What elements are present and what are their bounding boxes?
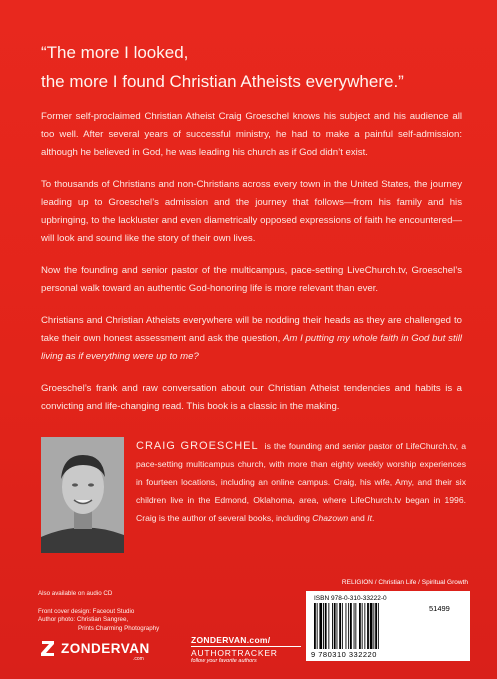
- author-tracker-logo: [191, 635, 301, 665]
- author-photo-credit: Author photo: Christian Sangree,: [38, 616, 129, 623]
- isbn-label: ISBN 978-0-310-33222-0: [314, 595, 387, 602]
- tracker-rule: [191, 646, 301, 647]
- zondervan-flame-icon: [38, 638, 58, 658]
- shelving-category: RELIGION / Christian Life / Spiritual Growth: [341, 579, 468, 586]
- author-bio-end: .: [372, 513, 375, 523]
- zondervan-logo-word: ZONDERVAN: [61, 641, 150, 656]
- blurb-paragraph-2: To thousands of Christians and non-Christians across every town in the United States, the journey leading up to Groeschel’s admission and the journey that follows—from his family and his upbringing, to the lackluster and even diametrically opposed expressions of faith he encountered—will look and sound like the story of their own lives.: [41, 179, 462, 244]
- pull-quote-line-1: “The more I looked,: [41, 43, 189, 62]
- tracker-tagline: follow your favorite authors: [191, 658, 257, 664]
- zondervan-logo-com: .com: [133, 656, 144, 662]
- blurb-paragraph-5: Groeschel’s frank and raw conversation about our Christian Atheist tendencies and habits is a convicting and life-changing read. This book is a classic in the making.: [41, 383, 462, 412]
- credits: [38, 590, 218, 633]
- tracker-site: ZONDERVAN.com/: [191, 635, 271, 645]
- blurb-paragraph-4-text: Christians and Christian Atheists everywhere will be nodding their heads as they are challenged to take their own honest assessment and ask the question,: [41, 315, 462, 344]
- blurb: [41, 108, 462, 430]
- key-question: Am I putting my whole faith in God but still living as if everything were up to me?: [41, 333, 462, 362]
- author-bio-and: and: [348, 513, 368, 523]
- price-code: 51499: [429, 604, 450, 613]
- author-name: CRAIG GROESCHEL: [136, 440, 259, 452]
- zondervan-logo: [38, 635, 178, 661]
- author-photo: [41, 437, 124, 553]
- author-bio: [136, 437, 466, 527]
- blurb-paragraph-4: [41, 312, 462, 366]
- ean-barcode: [314, 603, 426, 649]
- audio-availability: Also available on audio CD: [38, 590, 113, 597]
- book-title-chazown: Chazown: [312, 513, 349, 523]
- book-title-it: It: [367, 513, 373, 523]
- author-bio-text: is the founding and senior pastor of LifeChurch.tv, a pace-setting multicampus church, with more than eighty weekly worship experiences in fourteen locations, including an online campus. Craig, his wife, Amy, and their six children live in the Edmond, Oklahoma, area, where LifeChurch.tv began in 1996. Craig is the author of several books, including: [136, 441, 467, 523]
- blurb-paragraph-3: Now the founding and senior pastor of the multicampus, pace-setting LiveChurch.tv, Groeschel’s personal walk toward an authentic God-honoring life is more relevant than ever.: [41, 265, 462, 294]
- photo-studio-credit: Prints Charming Photography: [78, 624, 160, 632]
- cover-design-credit: Front cover design: Faceout Studio: [38, 607, 135, 615]
- ean-digits: 9 780310 332220: [311, 650, 377, 659]
- pull-quote: [41, 38, 471, 96]
- blurb-paragraph-1: Former self-proclaimed Christian Atheist Craig Groeschel knows his subject and his audience all too well. After several years of successful ministry, he had to make a painful self-admission: although he believed in God, he was leading his church as if God didn’t exist.: [41, 111, 462, 158]
- pull-quote-line-2: the more I found Christian Atheists everywhere.”: [41, 72, 404, 91]
- barcode-panel: [306, 591, 470, 661]
- tracker-name: AUTHORTRACKER: [191, 648, 278, 658]
